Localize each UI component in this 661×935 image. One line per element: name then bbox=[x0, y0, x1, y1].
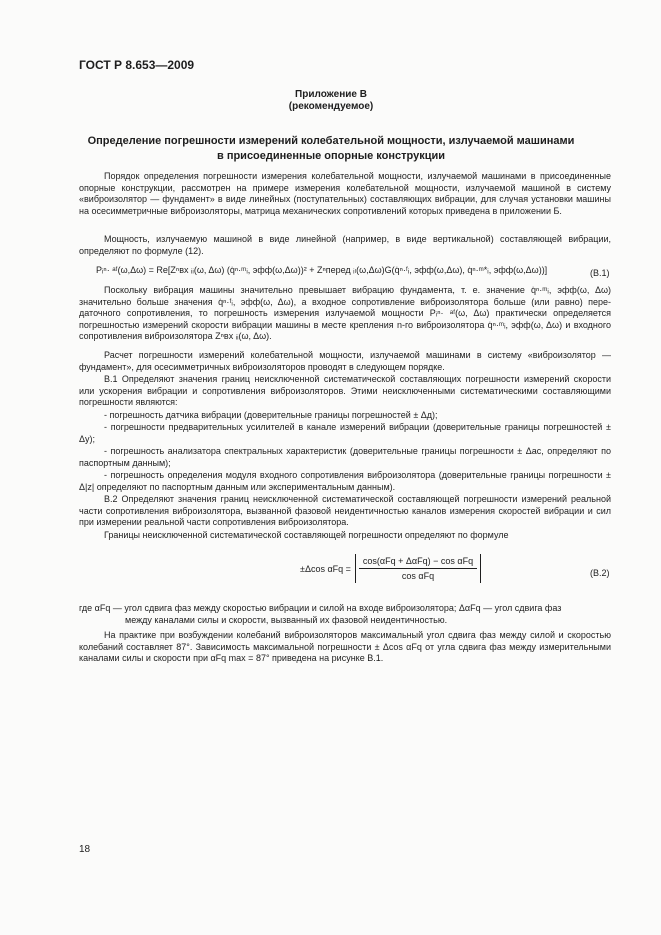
equation-b2-denominator: cos αFq bbox=[401, 571, 435, 581]
page-number: 18 bbox=[79, 844, 91, 855]
paragraph-formula-intro: Границы неисключенной систематической составляющей погрешности определяют по формуле bbox=[104, 530, 509, 540]
paragraph-b1: В.1 Определяют значения границ неисключенной систематической составляющих погрешности измерений скорости или ускорения вибрации и сопротивления виброизоляторов. Этими неисключенными систематическими составляющими погрешности являются: bbox=[79, 374, 611, 408]
equation-b2-lhs: ±Δcos αFq = bbox=[300, 563, 351, 574]
equation-b2-fraction bbox=[359, 556, 477, 581]
equation-b2-abs bbox=[355, 554, 481, 583]
paragraph-power: Мощность, излучаемую машиной в виде линейной (например, в виде вертикальной) составляющей вибрации, определяют по формуле (12). bbox=[79, 234, 611, 256]
appendix-subtitle: (рекомендуемое) bbox=[288, 101, 374, 112]
equation-b2 bbox=[300, 554, 481, 583]
paragraph-intro: Порядок определения погрешности измерения колебательной мощности, излучаемой машинами в присоединенные опорные конструкции, рассмотрен на примере измерения колебательной мощности, излучаемой машиной в систему «виброизолятор — фундамент» в виде линейных (поступательных) составляющих вибрации, для случая установки машины на осесимметричные виброизоляторы, матрица механических сопротивлений которых приведена в приложении Б. bbox=[79, 171, 611, 216]
section-title-line2: в присоединенные опорные конструкции bbox=[217, 150, 445, 162]
section-title bbox=[60, 134, 602, 164]
paragraph-b2: В.2 Определяют значения границ неисключенной систематической составляющей погрешности измерений реальной части сопротивления виброизолятора, вызванной фазовой неидентичностью каналов измерения скоростей вибрации и сил при измерении реальной части сопротивления виброизолятора. bbox=[79, 494, 611, 528]
list-item-analyzer: - погрешность анализатора спектральных характеристик (доверительные границы погрешности ± Δас, определяют по паспортным данным); bbox=[79, 446, 611, 468]
paragraph-vibration: Поскольку вибрация машины значительно превышает вибрацию фундамента, т. е. значение q̇ⁿ·ᵐᵢ, эфф(ω, Δω) значительно больше значения q̇ⁿ·ᶠᵢ, эфф(ω, Δω), а входное сопротивление виброизолятора больше (или равно) передаточного сопротивления, то погрешность измерения излучаемой мощности Pᵢⁿ· ᵃᶠ(ω, Δω) практически определяется погрешностью измерений скорости вибрации машины в месте крепления n-го виброизолятора q̇ⁿ·ᵐᵢ, эфф(ω, Δω) и входного сопротивления виброизолятора Zⁿвх ᵢᵢ(ω, Δω). bbox=[79, 285, 611, 342]
appendix-heading bbox=[60, 89, 602, 113]
where-clause: где αFq — угол сдвига фаз между скоростью вибрации и силой на входе виброизолятора; ΔαFq — угол сдвига фаз bbox=[79, 603, 562, 613]
paragraph-practice: На практике при возбуждении колебаний виброизоляторов максимальный угол сдвига фаз между силой и скоростью колебаний составляет 87°. Зависимость максимальной погрешности ± Δcos αFq от угла сдвига фаз между измерительными каналами силы и скорости при αFq max = 87° приведена на рисунке В.1. bbox=[79, 630, 611, 664]
list-item-sensor: - погрешность датчика вибрации (доверительные границы погрешностей ± Δд); bbox=[104, 410, 438, 420]
equation-b2-number: (В.2) bbox=[590, 568, 610, 578]
section-title-line1: Определение погрешности измерений колебательной мощности, излучаемой машинами bbox=[87, 135, 575, 147]
where-clause-cont: между каналами силы и скорости, вызванный их фазовой неидентичностью. bbox=[125, 615, 448, 625]
list-item-impedance: - погрешность определения модуля входного сопротивления виброизолятора (доверительные границы погрешности ± Δ|z| определяют по паспортным данным или экспериментальным данным). bbox=[79, 470, 611, 492]
paragraph-calculation: Расчет погрешности измерений колебательной мощности, излучаемой машинами в систему «виброизолятор — фундамент», для осесимметричных виброизоляторов проводят в следующем порядке. bbox=[79, 350, 611, 372]
equation-b2-numerator: cos(αFq + ΔαFq) − cos αFq bbox=[359, 556, 477, 569]
equation-b1-number: (В.1) bbox=[590, 268, 610, 278]
document-header: ГОСТ Р 8.653—2009 bbox=[79, 58, 195, 72]
equation-b1: Pᵢⁿ· ᵃᶠ(ω,Δω) = Re[Zⁿвх ᵢᵢ(ω, Δω) (q̇ⁿ·ᵐᵢ, эфф(ω,Δω))² + Zⁿперед ᵢₗ(ω,Δω)G(q̇ⁿ·ᶠᵢ, эфф(ω,Δω), q̇ⁿ·ᵐ*ᵢ, эфф(ω,Δω))] bbox=[96, 265, 548, 275]
appendix-title: Приложение В bbox=[295, 89, 367, 100]
list-item-amplifier: - погрешности предварительных усилителей в канале измерений вибрации (доверительные границы погрешностей ± Δу); bbox=[79, 422, 611, 444]
